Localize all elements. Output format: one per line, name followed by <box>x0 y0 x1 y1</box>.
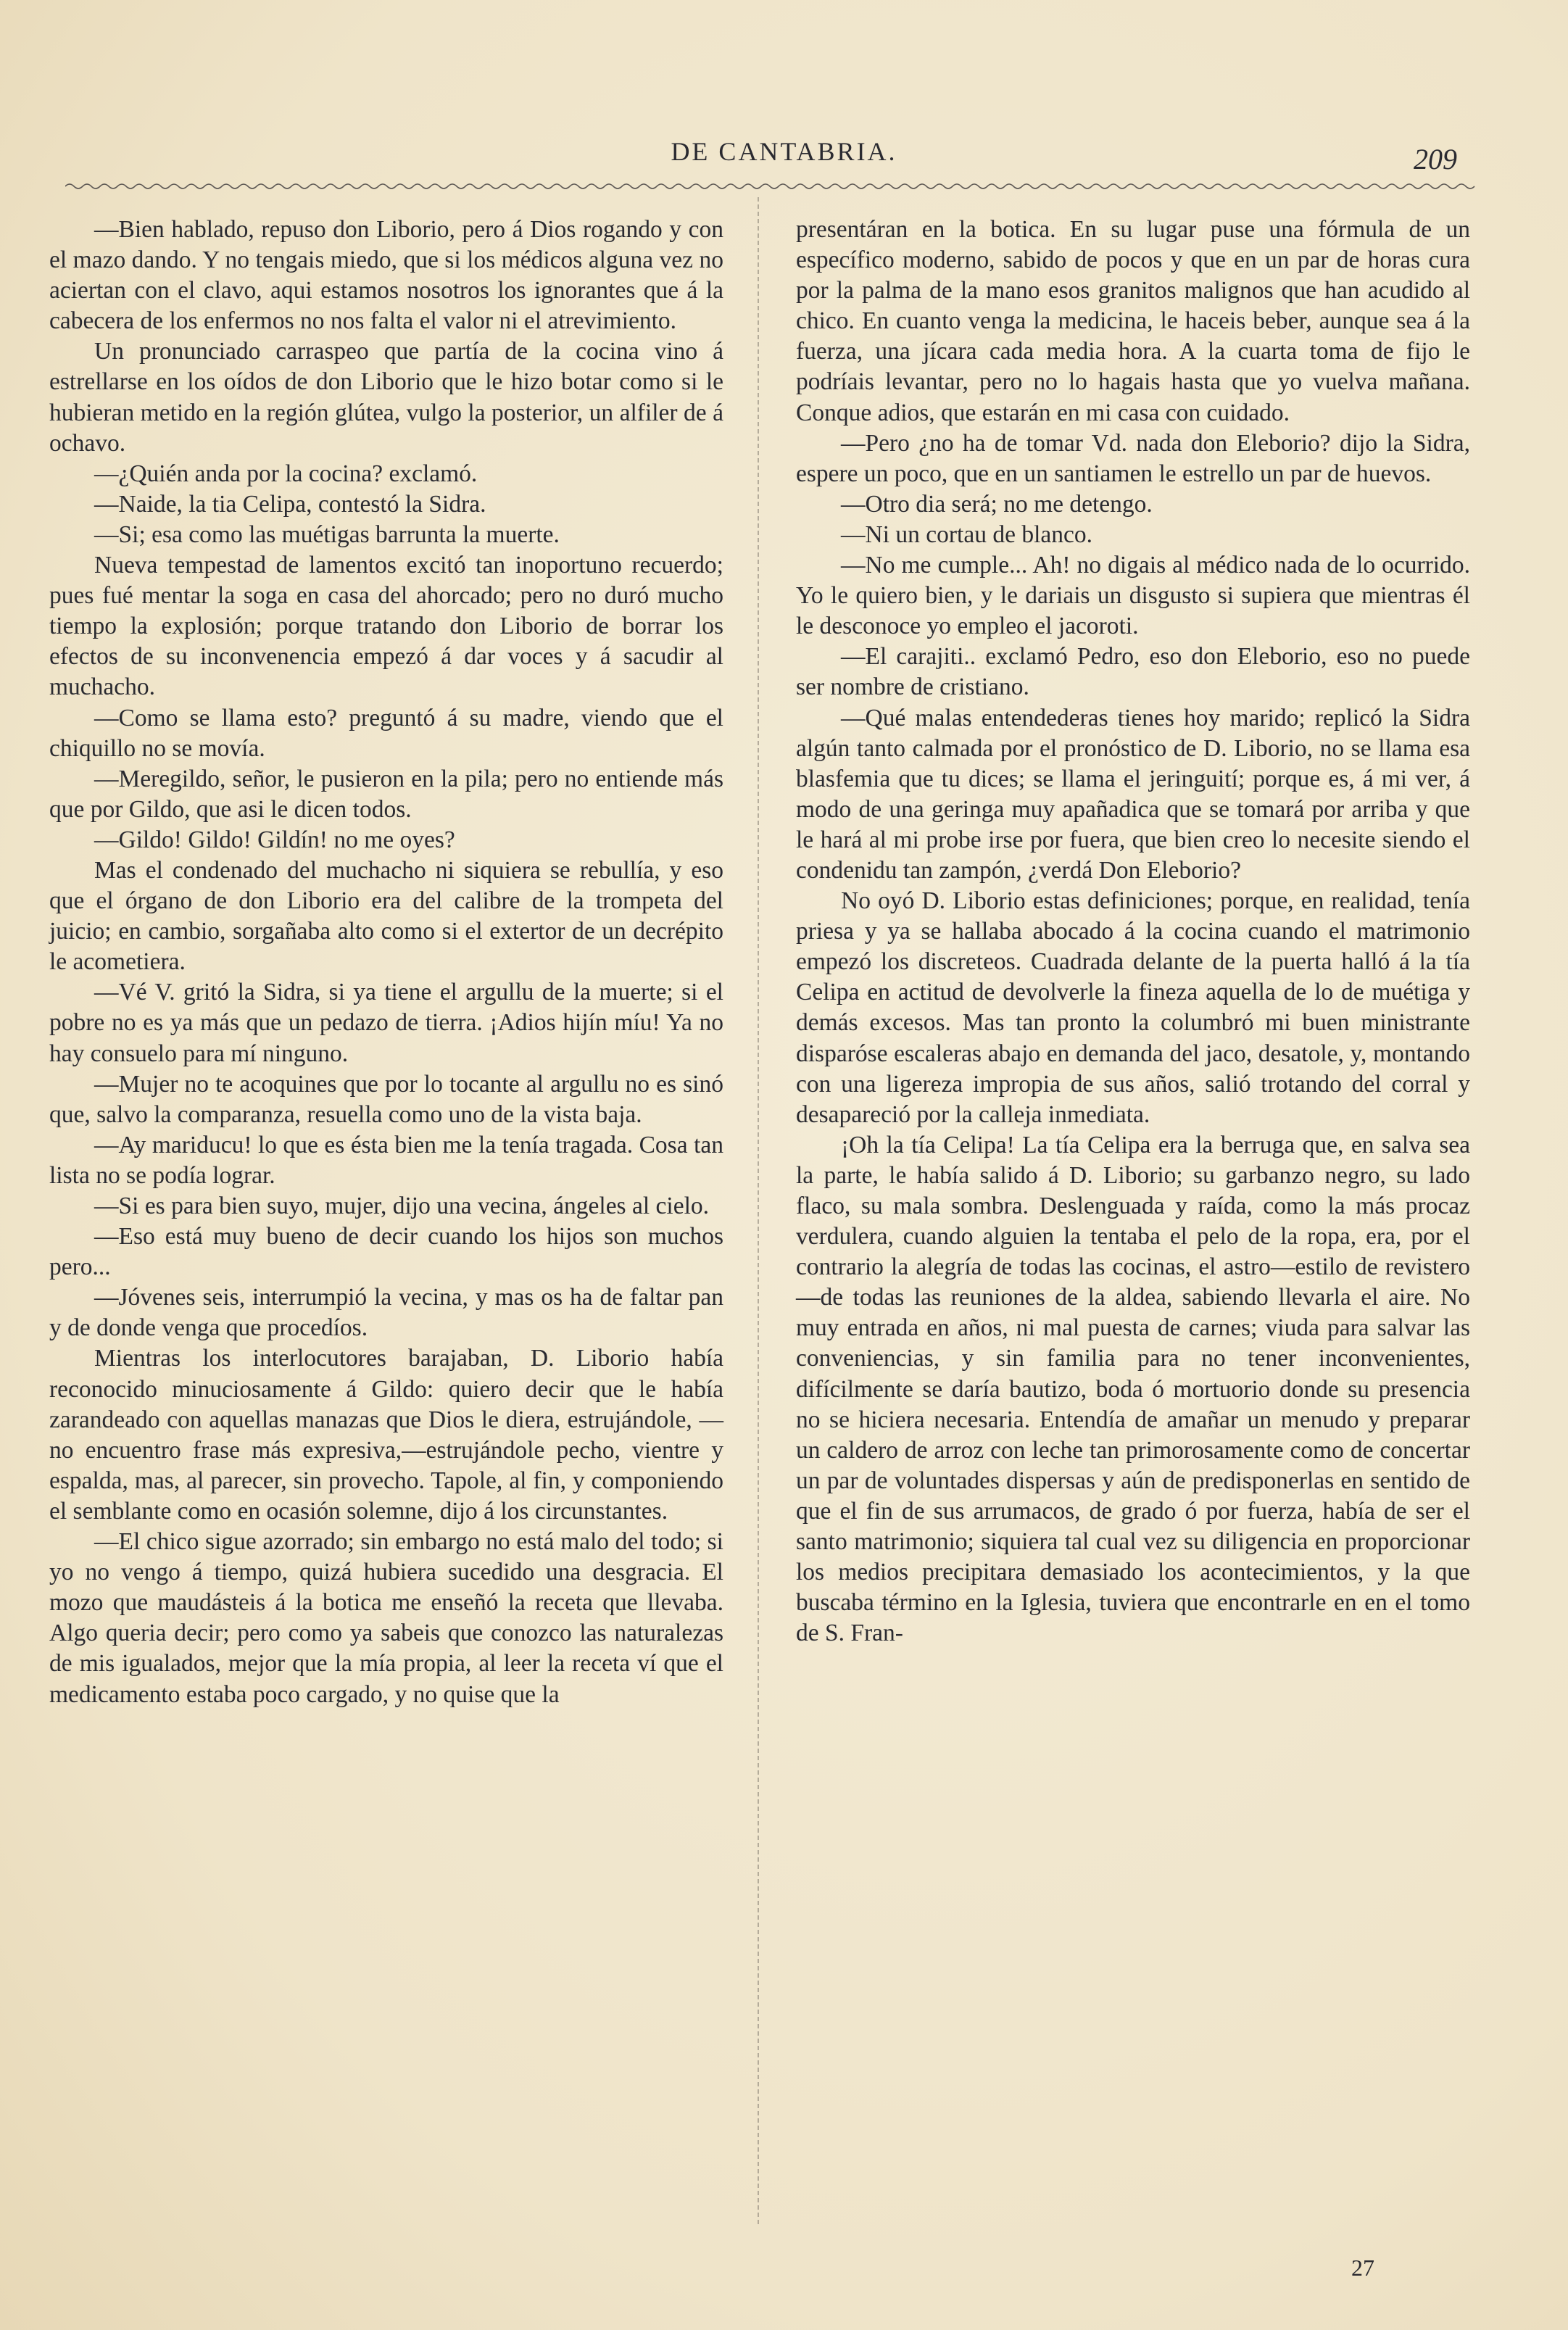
running-header: DE CANTABRIA. <box>671 137 897 166</box>
paragraph: —El carajiti.. exclamó Pedro, eso don Eleborio, eso no puede ser nombre de cristiano. <box>796 643 1470 701</box>
signature-mark: 27 <box>1351 2255 1374 2281</box>
paragraph: ¡Oh la tía Celipa! La tía Celipa era la berruga que, en salva sea la parte, le había salido á D. Liborio; su garbanzo negro, su lado flaco, su mala sombra. Deslenguada y raída, como la más procaz verdulera, cuando alguien la tentaba el pelo de la ropa, era, por el contrario la alegría de todas las cocinas, el astro—estilo de revistero—de todas las reuniones de la aldea, sabiendo llevarla el aire. No muy entrada en años, ni mal puesta de carnes; viuda para salvar las conveniencias, y sin familia para no tener inconvenientes, difícilmente se daría bautizo, boda ó mortuorio donde su presencia no se hiciera necesaria. Entendía de amañar un menudo y preparar un caldero de arroz con leche tan primorosamente como de concertar un par de voluntades dispersas y aún de predisponerlas en sentido de que el fin de sus arrumacos, de grado ó por fuerza, había de ser el santo matrimonio; siquiera tal cual vez su diligencia en proporcionar los medios precipitara demasiado los acontecimientos, y la que buscaba término en la Iglesia, tuviera que encontrarle en en el tomo de S. Fran- <box>796 1131 1470 1647</box>
paragraph: —Eso está muy bueno de decir cuando los hijos son muchos pero... <box>49 1223 723 1281</box>
paragraph: —Ni un cortau de blanco. <box>841 521 1092 548</box>
paragraph: No oyó D. Liborio estas definiciones; porque, en realidad, tenía priesa y ya se hallaba abocado á la cocina cuando el matrimonio empezó los discreteos. Cuadrada delante de la puerta halló á la tía Celipa en actitud de devolverle la fineza aquella de lo de muétiga y demás excesos. Mas tan pronto la columbró mi buen ministrante disparóse escaleras abajo en demanda del jaco, desatole, y, montando con una ligereza impropia de sus años, salió trotando del corral y desapareció por la calleja inmediata. <box>796 887 1470 1128</box>
paragraph: —Vé V. gritó la Sidra, si ya tiene el argullu de la muerte; si el pobre no es ya más que un pedazo de tierra. ¡Adios hijín míu! Ya no hay consuelo para mí ninguno. <box>49 979 723 1067</box>
paragraph: —Como se llama esto? preguntó á su madre, viendo que el chiquillo no se movía. <box>49 704 723 762</box>
paragraph: —¿Quién anda por la cocina? exclamó. <box>94 460 478 487</box>
paragraph: —Meregildo, señor, le pusieron en la pila; pero no entiende más que por Gildo, que asi le dicen todos. <box>49 765 723 823</box>
paragraph: —El chico sigue azorrado; sin embargo no está malo del todo; si yo no vengo á tiempo, quizá hubiera sucedido una desgracia. El mozo que maudásteis á la botica me enseñó la receta que llevaba. Algo queria decir; pero como ya sabeis que conozco las naturalezas de mis igualados, mejor que la mía propia, al leer la receta ví que el medicamento estaba poco cargado, y no quise que la <box>49 1528 723 1708</box>
paragraph: —Ay mariducu! lo que es ésta bien me la tenía tragada. Cosa tan lista no se podía lograr. <box>49 1131 723 1189</box>
paragraph: —Gildo! Gildo! Gildín! no me oyes? <box>94 826 455 853</box>
paragraph: Mientras los interlocutores barajaban, D. Liborio había reconocido minuciosamente á Gildo: quiero decir que le había zarandeado con aquellas manazas que Dios le diera, estrujándole, —no encuentro frase más expresiva,—estrujándole pecho, vientre y espalda, mas, al parecer, sin provecho. Tapole, al fin, y componiendo el semblante como en ocasión solemne, dijo á los circunstantes. <box>49 1345 723 1525</box>
paragraph: Un pronunciado carraspeo que partía de la cocina vino á estrellarse en los oídos de don Liborio que le hizo botar como si le hubieran metido en la región glútea, vulgo la posterior, un alfiler de á ochavo. <box>49 338 723 457</box>
paragraph: Nueva tempestad de lamentos excitó tan inoportuno recuerdo; pues fué mentar la soga en casa del ahorcado; pero no duró mucho tiempo la explosión; porque tratando don Liborio de borrar los efectos de su inconvenencia empezó á dar voces y á sacudir al muchacho. <box>49 552 723 701</box>
paragraph: —Otro dia será; no me detengo. <box>841 490 1153 518</box>
paragraph: —Jóvenes seis, interrumpió la vecina, y mas os ha de faltar pan y de donde venga que procedíos. <box>49 1284 723 1342</box>
left-column <box>49 215 723 1710</box>
paragraph: —Naide, la tia Celipa, contestó la Sidra. <box>94 490 486 518</box>
column-divider <box>758 197 759 2227</box>
paragraph: —Bien hablado, repuso don Liborio, pero á Dios rogando y con el mazo dando. Y no tengais miedo, que si los médicos alguna vez no aciertan con el clavo, aqui estamos nosotros los ignorantes que á la cabecera de los enfermos no nos falta el valor ni el atrevimiento. <box>49 216 723 335</box>
paragraph: —Pero ¿no ha de tomar Vd. nada don Eleborio? dijo la Sidra, espere un poco, que en un santiamen le estrello un par de huevos. <box>796 429 1470 487</box>
page-number: 209 <box>1414 143 1457 175</box>
header-rule <box>65 181 1479 191</box>
paragraph: —Si; esa como las muétigas barrunta la muerte. <box>94 521 560 548</box>
paragraph: Mas el condenado del muchacho ni siquiera se rebullía, y eso que el órgano de don Liborio era del calibre de la trompeta del juicio; en cambio, sorgañaba alto como si el extertor de un decrépito le acometiera. <box>49 856 723 976</box>
paragraph: —No me cumple... Ah! no digais al médico nada de lo ocurrido. Yo le quiero bien, y le dariais un disgusto si supiera que mientras él le desconoce yo empleo el jacoroti. <box>796 552 1470 640</box>
paragraph: presentáran en la botica. En su lugar puse una fórmula de un específico moderno, sabido de pocos y que en un par de horas cura por la palma de la mano esos granitos malignos que han acudido al chico. En cuanto venga la medicina, le haceis beber, aunque sea á la fuerza, una jícara cada media hora. A la cuarta toma de fijo le podríais levantar, pero no lo hagais hasta que yo vuelva mañana. Conque adios, que estarán en mi casa con cuidado. <box>796 216 1470 426</box>
paragraph: —Si es para bien suyo, mujer, dijo una vecina, ángeles al cielo. <box>94 1193 710 1219</box>
paragraph: —Qué malas entendederas tienes hoy marido; replicó la Sidra algún tanto calmada por el pronóstico de D. Liborio, no se llama esa blasfemia que tu dices; se llama el jeringuití; porque es, á mi ver, á modo de una geringa muy apañadica que se tomará por arriba y que le hará al mi probe irse por fuera, que bien creo lo necesite siendo el condenidu tan zampón, ¿verdá Don Eleborio? <box>796 704 1470 884</box>
paragraph: —Mujer no te acoquines que por lo tocante al argullu no es sinó que, salvo la comparanza, resuella como uno de la vista baja. <box>49 1070 723 1128</box>
right-column <box>796 215 1470 1649</box>
